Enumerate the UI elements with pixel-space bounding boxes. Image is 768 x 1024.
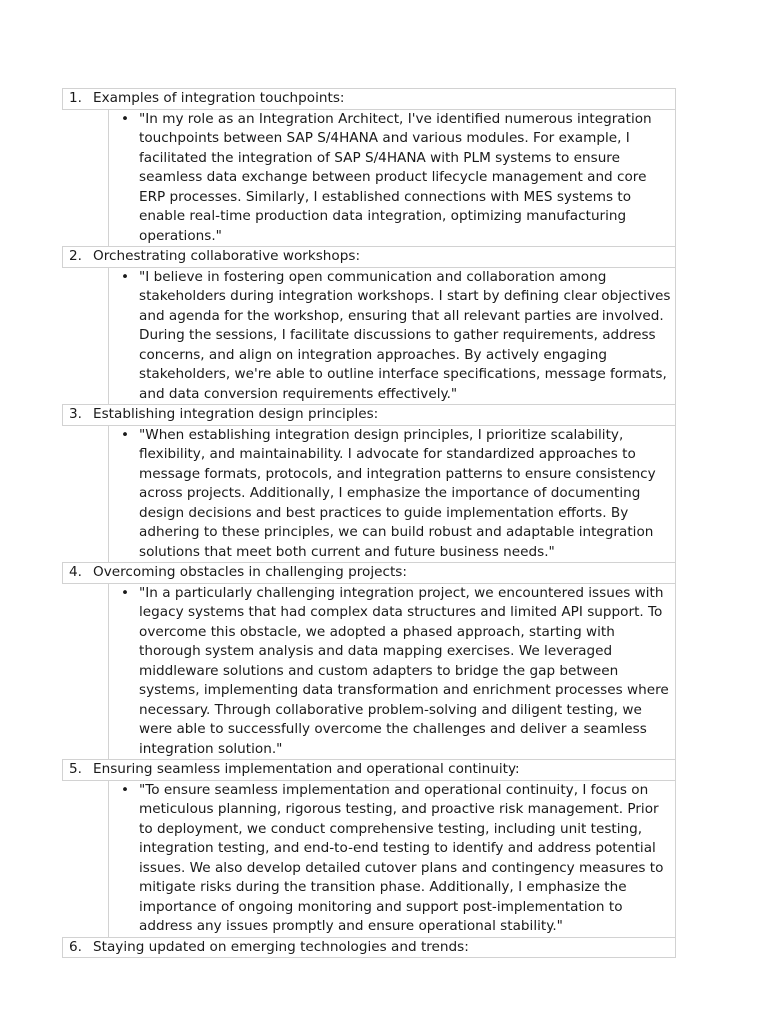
answer-text: "To ensure seamless implementation and operational continuity, I focus on meticulous planning, rigorous testing, and proactive risk management. Prior to deployment, we conduct comprehensive testing, including unit testing, integration testing, and end-to-end testing to identify and address potential issues. We also develop detailed cutover plans and contingency measures to mitigate risks during the transition phase. Additionally, I emphasize the importance of ongoing monitoring and support post-implementation to address any issues promptly and ensure operational stability."	[139, 781, 664, 934]
list-body-row	[62, 583, 676, 761]
bullet-icon: •	[120, 426, 130, 443]
answer-cell	[108, 267, 676, 406]
list-body-row	[62, 425, 676, 564]
list-number: 1.	[69, 90, 82, 106]
list-body-row	[62, 267, 676, 406]
answer-text: "In my role as an Integration Architect, I've identified numerous integration touchpoints between SAP S/4HANA and various modules. For example, I facilitated the integration of SAP S/4HANA with PLM systems to ensure seamless data exchange between product lifecycle management and core ERP processes. Similarly, I established connections with MES systems to enable real-time production data integration, optimizing manufacturing operations."	[139, 110, 652, 244]
list-heading-row	[62, 88, 676, 110]
document-table	[62, 88, 676, 958]
list-number: 4.	[69, 564, 82, 580]
answer-text: "I believe in fostering open communication and collaboration among stakeholders during integration workshops. I start by defining clear objectives and agenda for the workshop, ensuring that all relevant parties are involved. During the sessions, I facilitate discussions to gather requirements, address concerns, and align on integration approaches. By actively engaging stakeholders, we're able to outline interface specifications, message formats, and data conversion requirements effectively."	[139, 268, 671, 402]
list-number: 5.	[69, 761, 82, 777]
list-heading-row	[62, 562, 676, 584]
answer-text: "When establishing integration design principles, I prioritize scalability, flexibility, and maintainability. I advocate for standardized approaches to message formats, protocols, and integration patterns to ensure consistency across projects. Additionally, I emphasize the importance of documenting design decisions and best practices to guide implementation efforts. By adhering to these principles, we can build robust and adaptable integration solutions that meet both current and future business needs."	[139, 426, 656, 560]
list-heading-row	[62, 759, 676, 781]
list-heading: Ensuring seamless implementation and operational continuity:	[93, 761, 520, 777]
bullet-icon: •	[120, 268, 130, 285]
list-body-row	[62, 109, 676, 248]
list-number: 2.	[69, 248, 82, 264]
answer-cell	[108, 583, 676, 761]
list-heading: Overcoming obstacles in challenging projects:	[93, 564, 407, 580]
list-heading-row	[62, 404, 676, 426]
list-body-row	[62, 780, 676, 938]
list-heading: Examples of integration touchpoints:	[93, 90, 345, 106]
list-number: 6.	[69, 938, 82, 955]
answer-cell	[108, 109, 676, 248]
bullet-icon: •	[120, 110, 130, 127]
list-heading-row	[62, 937, 676, 959]
answer-cell	[108, 425, 676, 564]
list-heading: Staying updated on emerging technologies and trends:	[93, 938, 469, 955]
list-number: 3.	[69, 406, 82, 422]
bullet-icon: •	[120, 584, 130, 601]
list-heading-row	[62, 246, 676, 268]
answer-cell	[108, 780, 676, 938]
answer-text: "In a particularly challenging integration project, we encountered issues with legacy systems that had complex data structures and limited API support. To overcome this obstacle, we adopted a phased approach, starting with thorough system analysis and data mapping exercises. We leveraged middleware solutions and custom adapters to bridge the gap between systems, implementing data transformation and enrichment processes where necessary. Through collaborative problem-solving and diligent testing, we were able to successfully overcome the challenges and deliver a seamless integration solution."	[139, 584, 669, 757]
list-heading: Establishing integration design principles:	[93, 406, 379, 422]
list-heading: Orchestrating collaborative workshops:	[93, 248, 361, 264]
bullet-icon: •	[120, 781, 130, 798]
